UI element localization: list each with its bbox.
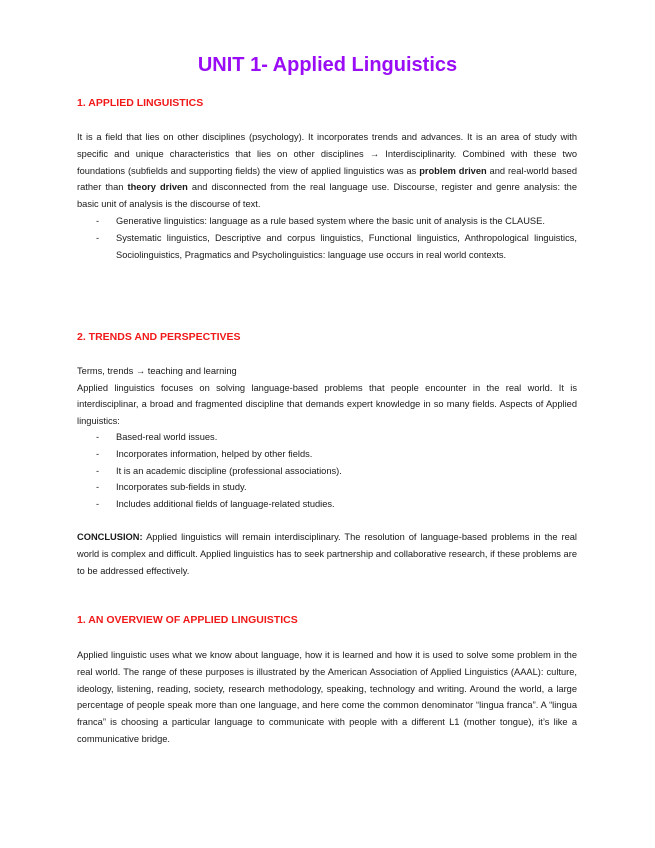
section-overview — [77, 647, 577, 748]
list-item: - Systematic linguistics, Descriptive and corpus linguistics, Functional linguistics, Anthropological linguistics, Sociolinguistics, Pragmatics and Psycholinguistics: language use occurs in real world contexts. — [77, 230, 577, 264]
list-item: - Incorporates information, helped by other fields. — [77, 446, 577, 463]
document-title: UNIT 1- Applied Linguistics — [197, 54, 458, 76]
text: Applied linguistics will remain interdisciplinary. The resolution of language-based problems in the real world is complex and difficult. Applied linguistics has to seek partnership and collaborative research, if these problems are to be addressed effectively. — [77, 532, 577, 576]
section-heading-trends: 2. TRENDS AND PERSPECTIVES — [77, 331, 241, 343]
bold-text: problem driven — [419, 165, 487, 176]
paragraph: Applied linguistics focuses on solving language-based problems that people encounter in the real world. It is interdisciplinar, a broad and fragmented discipline that demands expert knowledge in so many fields. Aspects of Applied linguistics: — [77, 382, 577, 426]
section-applied-linguistics — [77, 129, 577, 263]
section-heading-applied-linguistics: 1. APPLIED LINGUISTICS — [77, 97, 204, 109]
section-heading-overview: 1. AN OVERVIEW OF APPLIED LINGUISTICS — [77, 614, 298, 626]
bold-text: theory driven — [127, 182, 188, 193]
list-item: - It is an academic discipline (professional associations). — [77, 463, 577, 480]
conclusion-paragraph — [77, 529, 577, 579]
text: and real-world based rather than — [77, 165, 578, 193]
bullet-list — [77, 429, 577, 512]
text: It is a field that lies on other disciplines (psychology). It incorporates trends and advances. It is an area of study with specific and unique characteristics that lies on other disciplines → Interdisciplinarity. Combined with these two foundations (subfields and supporting fields) the view of applied linguistics was as — [77, 132, 577, 176]
list-item: - Includes additional fields of language-related studies. — [77, 496, 577, 513]
paragraph — [77, 129, 577, 213]
section-trends — [77, 363, 577, 512]
intro-line: Terms, trends → teaching and learning — [77, 366, 237, 376]
conclusion-label: CONCLUSION: — [77, 532, 143, 542]
list-item: - Generative linguistics: language as a rule based system where the basic unit of analysis is the CLAUSE. — [77, 213, 577, 230]
text: and disconnected from the real language use. Discourse, register and genre analysis: the basic unit of analysis is the discourse of text. — [77, 182, 578, 210]
list-item: - Incorporates sub-fields in study. — [77, 479, 577, 496]
list-item: - Based-real world issues. — [77, 429, 577, 446]
bullet-list — [77, 213, 577, 263]
paragraph: Applied linguistic uses what we know about language, how it is learned and how it is used to solve some problem in the real world. The range of these purposes is illustrated by the American Association of Applied Linguistics (AAAL): culture, ideology, listening, reading, society, research methodology, speaking, technology and writing. Around the world, a large percentage of people speak more than one language, and here come the common denominator “lingua franca”. A “lingua franca” is choosing a particular language to communicate with people with a different L1 (mother tongue), it’s like a communicative bridge. — [77, 650, 577, 744]
